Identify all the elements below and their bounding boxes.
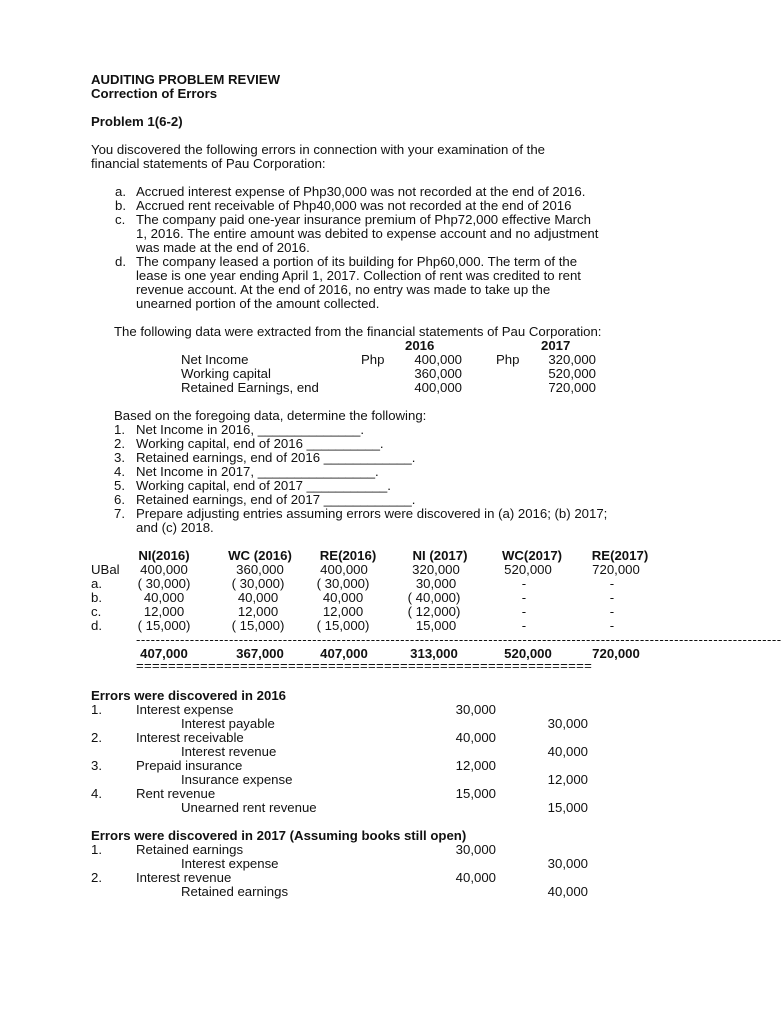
questions-intro: Based on the foregoing data, determine the following: bbox=[114, 408, 427, 423]
row-label: Retained Earnings, end bbox=[181, 380, 319, 395]
credit-account: Insurance expense bbox=[181, 772, 293, 787]
credit-account: Interest payable bbox=[181, 716, 275, 731]
worksheet-cell: ( 30,000) bbox=[316, 576, 370, 591]
worksheet-total: 520,000 bbox=[504, 646, 552, 661]
worksheet-total: 367,000 bbox=[236, 646, 284, 661]
value-2017: 320,000 bbox=[548, 352, 596, 367]
worksheet-cell: - bbox=[521, 618, 527, 633]
worksheet-total: 407,000 bbox=[320, 646, 368, 661]
worksheet-cell: 320,000 bbox=[412, 562, 460, 577]
entry-number: 2. bbox=[91, 870, 102, 885]
question-number: 6. bbox=[114, 492, 125, 507]
row-label: Working capital bbox=[181, 366, 271, 381]
question-text: Net Income in 2016, ______________. bbox=[136, 422, 365, 437]
worksheet-cell: - bbox=[609, 590, 615, 605]
worksheet-row-label: a. bbox=[91, 576, 102, 591]
debit-account: Interest revenue bbox=[136, 870, 232, 885]
worksheet-cell: - bbox=[609, 604, 615, 619]
year-header-2016: 2016 bbox=[405, 338, 435, 353]
worksheet-header: WC (2016) bbox=[228, 548, 292, 563]
worksheet-row-label: UBal bbox=[91, 562, 120, 577]
worksheet-row-label: d. bbox=[91, 618, 102, 633]
worksheet-cell: - bbox=[521, 590, 527, 605]
error-text: The company paid one-year insurance premium of Php72,000 effective March bbox=[136, 212, 591, 227]
credit-account: Interest revenue bbox=[181, 744, 277, 759]
worksheet-row-label: b. bbox=[91, 590, 102, 605]
row-label: Net Income bbox=[181, 352, 249, 367]
currency: Php bbox=[496, 352, 520, 367]
question-number: 4. bbox=[114, 464, 125, 479]
error-text: was made at the end of 2016. bbox=[136, 240, 310, 255]
worksheet-header: NI(2016) bbox=[138, 548, 190, 563]
entry-number: 1. bbox=[91, 702, 102, 717]
document-subtitle: Correction of Errors bbox=[91, 86, 218, 101]
question-text: Retained earnings, end of 2017 ____________. bbox=[136, 492, 416, 507]
error-text: Accrued interest expense of Php30,000 was not recorded at the end of 2016. bbox=[136, 184, 586, 199]
worksheet-cell: ( 30,000) bbox=[137, 576, 191, 591]
error-letter: b. bbox=[115, 198, 126, 213]
worksheet-cell: 400,000 bbox=[140, 562, 188, 577]
value-2016: 400,000 bbox=[414, 352, 462, 367]
worksheet-cell: 360,000 bbox=[236, 562, 284, 577]
worksheet-cell: 12,000 bbox=[322, 604, 364, 619]
question-text: Retained earnings, end of 2016 ____________. bbox=[136, 450, 416, 465]
worksheet-cell: 400,000 bbox=[320, 562, 368, 577]
section-title: Errors were discovered in 2017 (Assuming books still open) bbox=[91, 828, 467, 843]
worksheet-cell: 40,000 bbox=[143, 590, 185, 605]
debit-account: Prepaid insurance bbox=[136, 758, 243, 773]
worksheet-cell: 40,000 bbox=[322, 590, 364, 605]
question-text: Net Income in 2017, ________________. bbox=[136, 464, 379, 479]
error-text: unearned portion of the amount collected. bbox=[136, 296, 380, 311]
worksheet-header: NI (2017) bbox=[412, 548, 468, 563]
credit-amount: 12,000 bbox=[547, 772, 588, 787]
debit-account: Interest expense bbox=[136, 702, 234, 717]
question-number: 3. bbox=[114, 450, 125, 465]
value-2017: 720,000 bbox=[548, 380, 596, 395]
worksheet-cell: ( 15,000) bbox=[316, 618, 370, 633]
credit-amount: 40,000 bbox=[547, 744, 588, 759]
currency: Php bbox=[361, 352, 385, 367]
entry-number: 3. bbox=[91, 758, 102, 773]
error-letter: a. bbox=[115, 184, 126, 199]
question-text: Working capital, end of 2017 ___________. bbox=[136, 478, 391, 493]
credit-amount: 40,000 bbox=[547, 884, 588, 899]
document-title: AUDITING PROBLEM REVIEW bbox=[91, 72, 281, 87]
worksheet-cell: ( 40,000) bbox=[407, 590, 461, 605]
error-letter: c. bbox=[115, 212, 126, 227]
credit-account: Interest expense bbox=[181, 856, 279, 871]
year-header-2017: 2017 bbox=[541, 338, 571, 353]
error-text: 1, 2016. The entire amount was debited to expense account and no adjustment bbox=[136, 226, 599, 241]
question-number: 7. bbox=[114, 506, 125, 521]
worksheet-cell: - bbox=[609, 576, 615, 591]
credit-amount: 30,000 bbox=[547, 856, 588, 871]
worksheet-cell: - bbox=[521, 604, 527, 619]
debit-account: Rent revenue bbox=[136, 786, 216, 801]
entry-number: 1. bbox=[91, 842, 102, 857]
credit-account: Unearned rent revenue bbox=[181, 800, 317, 815]
worksheet-cell: ( 15,000) bbox=[137, 618, 191, 633]
question-number: 2. bbox=[114, 436, 125, 451]
worksheet-total: 720,000 bbox=[592, 646, 640, 661]
worksheet-header: WC(2017) bbox=[501, 548, 563, 563]
debit-account: Retained earnings bbox=[136, 842, 244, 857]
error-text: Accrued rent receivable of Php40,000 was not recorded at the end of 2016 bbox=[136, 198, 572, 213]
problem-heading: Problem 1(6-2) bbox=[91, 114, 183, 129]
debit-amount: 30,000 bbox=[455, 702, 496, 717]
credit-amount: 15,000 bbox=[547, 800, 588, 815]
error-text: revenue account. At the end of 2016, no entry was made to take up the bbox=[136, 282, 551, 297]
value-2017: 520,000 bbox=[548, 366, 596, 381]
question-text: and (c) 2018. bbox=[136, 520, 214, 535]
worksheet-cell: ( 12,000) bbox=[407, 604, 461, 619]
section-title: Errors were discovered in 2016 bbox=[91, 688, 286, 703]
entry-number: 2. bbox=[91, 730, 102, 745]
question-number: 1. bbox=[114, 422, 125, 437]
worksheet-cell: ( 30,000) bbox=[231, 576, 285, 591]
worksheet-cell: 12,000 bbox=[237, 604, 279, 619]
worksheet-cell: 15,000 bbox=[415, 618, 457, 633]
worksheet-cell: 30,000 bbox=[415, 576, 457, 591]
debit-amount: 15,000 bbox=[455, 786, 496, 801]
data-intro: The following data were extracted from the financial statements of Pau Corporation: bbox=[114, 324, 602, 339]
question-number: 5. bbox=[114, 478, 125, 493]
worksheet-header: RE(2016) bbox=[319, 548, 377, 563]
value-2016: 400,000 bbox=[414, 380, 462, 395]
worksheet-cell: 12,000 bbox=[143, 604, 185, 619]
debit-amount: 40,000 bbox=[455, 870, 496, 885]
debit-amount: 12,000 bbox=[455, 758, 496, 773]
debit-account: Interest receivable bbox=[136, 730, 244, 745]
credit-amount: 30,000 bbox=[547, 716, 588, 731]
worksheet-cell: 520,000 bbox=[504, 562, 552, 577]
worksheet-header: RE(2017) bbox=[591, 548, 649, 563]
worksheet-cell: - bbox=[609, 618, 615, 633]
question-text: Working capital, end of 2016 __________. bbox=[136, 436, 384, 451]
worksheet-cell: 720,000 bbox=[592, 562, 640, 577]
error-text: The company leased a portion of its building for Php60,000. The term of the bbox=[136, 254, 578, 269]
debit-amount: 30,000 bbox=[455, 842, 496, 857]
error-text: lease is one year ending April 1, 2017. Collection of rent was credited to rent bbox=[136, 268, 581, 283]
intro-line: financial statements of Pau Corporation: bbox=[91, 156, 326, 171]
entry-number: 4. bbox=[91, 786, 102, 801]
value-2016: 360,000 bbox=[414, 366, 462, 381]
question-text: Prepare adjusting entries assuming errors were discovered in (a) 2016; (b) 2017; bbox=[136, 506, 608, 521]
credit-account: Retained earnings bbox=[181, 884, 289, 899]
worksheet-cell: 40,000 bbox=[237, 590, 279, 605]
worksheet-row-label: c. bbox=[91, 604, 102, 619]
worksheet-cell: ( 15,000) bbox=[231, 618, 285, 633]
intro-line: You discovered the following errors in connection with your examination of the bbox=[91, 142, 546, 157]
worksheet-total: 313,000 bbox=[410, 646, 458, 661]
worksheet-total: 407,000 bbox=[140, 646, 188, 661]
error-letter: d. bbox=[115, 254, 126, 269]
worksheet-cell: - bbox=[521, 576, 527, 591]
debit-amount: 40,000 bbox=[455, 730, 496, 745]
worksheet-double-divider: ========================================================= bbox=[136, 658, 593, 673]
worksheet-dash-divider: ------------------------------------------------------------------------------------------------------------------------------------ bbox=[136, 632, 782, 647]
